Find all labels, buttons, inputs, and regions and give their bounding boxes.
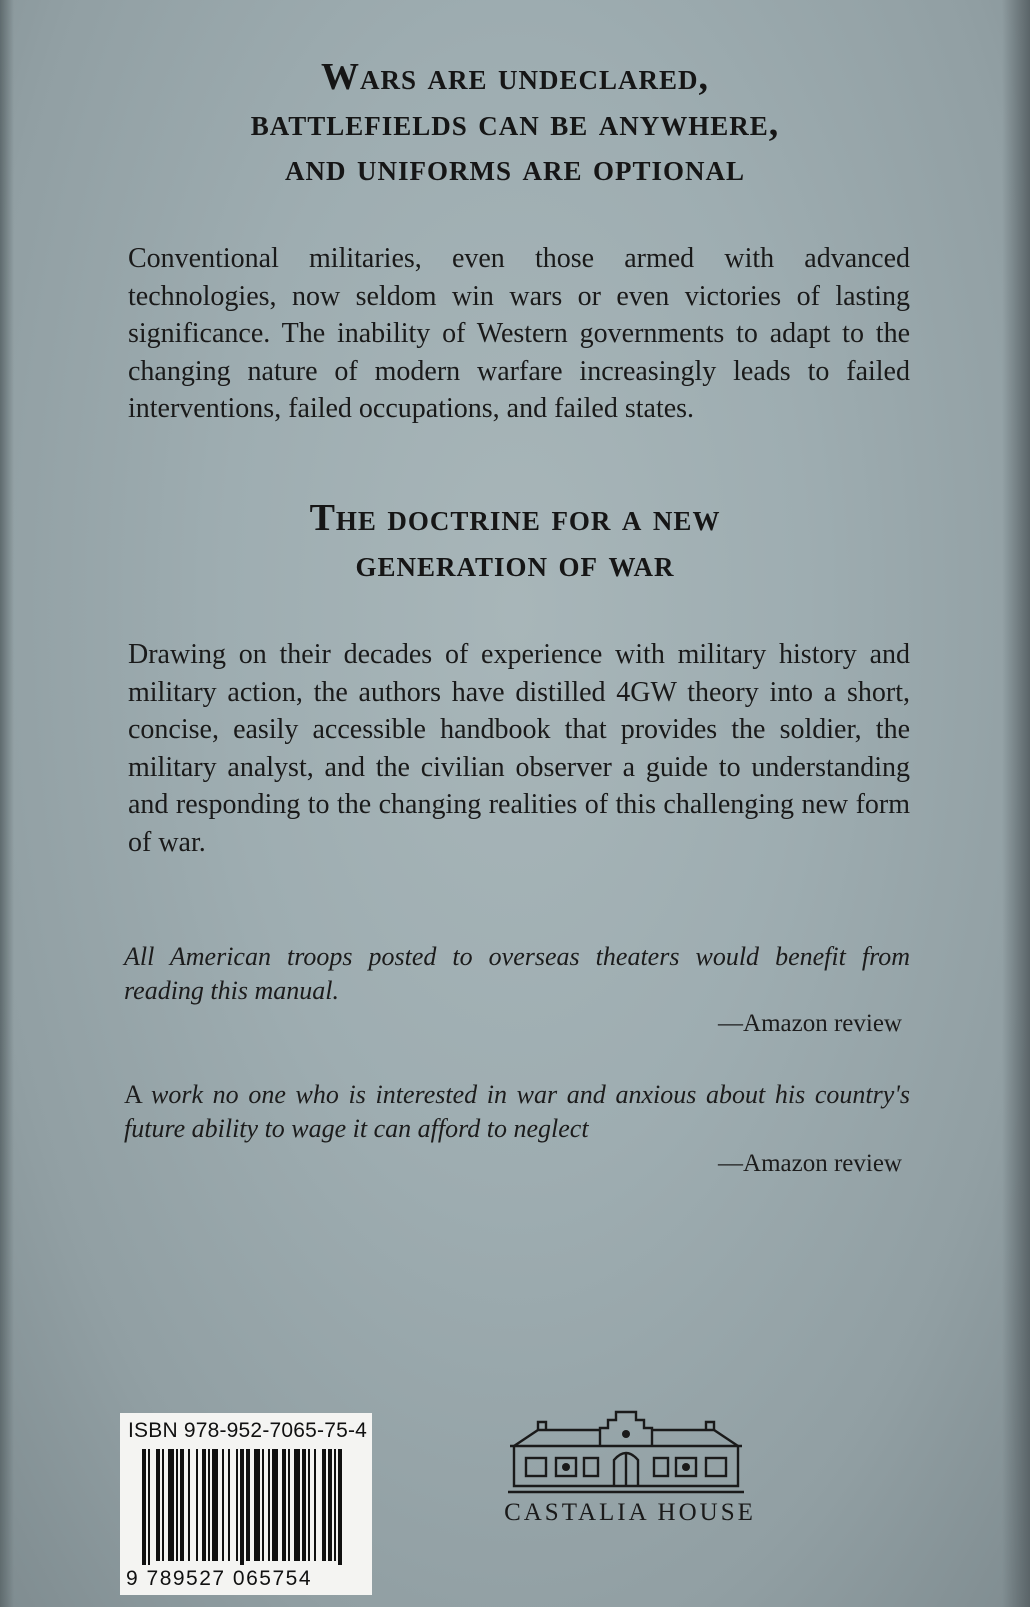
review-quote	[124, 1078, 910, 1146]
isbn-label: ISBN 978-952-7065-75-4	[128, 1419, 368, 1442]
barcode-bar	[272, 1449, 278, 1561]
barcode-bar	[328, 1449, 332, 1561]
barcode-bar	[262, 1449, 264, 1561]
barcode-digits: 9 789527 065754	[126, 1567, 312, 1590]
publisher-name: CASTALIA HOUSE	[504, 1499, 756, 1526]
barcode-bar	[142, 1449, 146, 1565]
barcode-bar	[222, 1449, 224, 1561]
barcode-bar	[294, 1449, 300, 1561]
main-heading-line: battlefields can be anywhere,	[250, 101, 780, 144]
barcode-bar	[156, 1449, 160, 1561]
castalia-house-logo-icon	[508, 1408, 744, 1494]
review-attribution: —Amazon review	[718, 1150, 902, 1177]
doctrine-heading	[0, 496, 1030, 587]
barcode-bar	[322, 1449, 326, 1561]
barcode-bar	[196, 1449, 198, 1561]
main-heading	[0, 55, 1030, 192]
barcode-bar	[308, 1449, 310, 1561]
review-quote-text: work no one who is interested in war and anxious about his country's future ability to wage it can afford to neglect	[124, 1080, 910, 1143]
barcode-bar	[302, 1449, 306, 1561]
barcode-bar	[188, 1449, 190, 1561]
barcode-bar	[202, 1449, 206, 1561]
main-heading-line: and uniforms are optional	[284, 147, 746, 190]
barcode-bar	[162, 1449, 164, 1561]
main-heading-line: Wars are undeclared,	[320, 56, 710, 98]
barcode-bar	[208, 1449, 210, 1561]
review-attribution: —Amazon review	[718, 1010, 902, 1037]
barcode-bar	[288, 1449, 290, 1561]
barcode-bar	[334, 1449, 336, 1561]
barcode-bar	[212, 1449, 218, 1561]
isbn-barcode	[120, 1413, 372, 1595]
review-quote-text: All American troops posted to overseas theaters would benefit from reading this manual.	[124, 942, 910, 1005]
doctrine-heading-line: generation of war	[355, 542, 675, 585]
barcode-bar	[236, 1449, 238, 1561]
barcode-bar	[176, 1449, 178, 1561]
review-quote-lead: A	[124, 1080, 152, 1109]
barcode-bars	[120, 1447, 372, 1565]
review-quote	[124, 940, 910, 1008]
barcode-bar	[254, 1449, 260, 1561]
barcode-bar	[246, 1449, 250, 1561]
intro-paragraph: Conventional militaries, even those armed with advanced technologies, now seldom win wars or even victories of lasting significance. The inability of Western governments to adapt to the changing nature of modern warfare increasingly leads to failed interventions, failed occupations, and failed states.	[128, 243, 910, 424]
cover-edge-shadow-left	[0, 0, 14, 1607]
barcode-bar	[228, 1449, 230, 1561]
barcode-bar	[148, 1449, 150, 1565]
barcode-bar	[314, 1449, 316, 1561]
barcode-bar	[282, 1449, 286, 1561]
cover-edge-shadow-right	[1002, 0, 1030, 1607]
doctrine-heading-line: The doctrine for a new	[309, 497, 721, 539]
barcode-bar	[168, 1449, 174, 1561]
barcode-bar	[240, 1449, 244, 1565]
barcode-bar	[180, 1449, 184, 1561]
barcode-bar	[338, 1449, 342, 1565]
description-paragraph: Drawing on their decades of experience with military history and military action, the authors have distilled 4GW theory into a short, concise, easily accessible handbook that provides the soldier, the military analyst, and the civilian observer a guide to understanding and responding to the changing realities of this challenging new form of war.	[128, 639, 910, 858]
barcode-bar	[268, 1449, 270, 1561]
